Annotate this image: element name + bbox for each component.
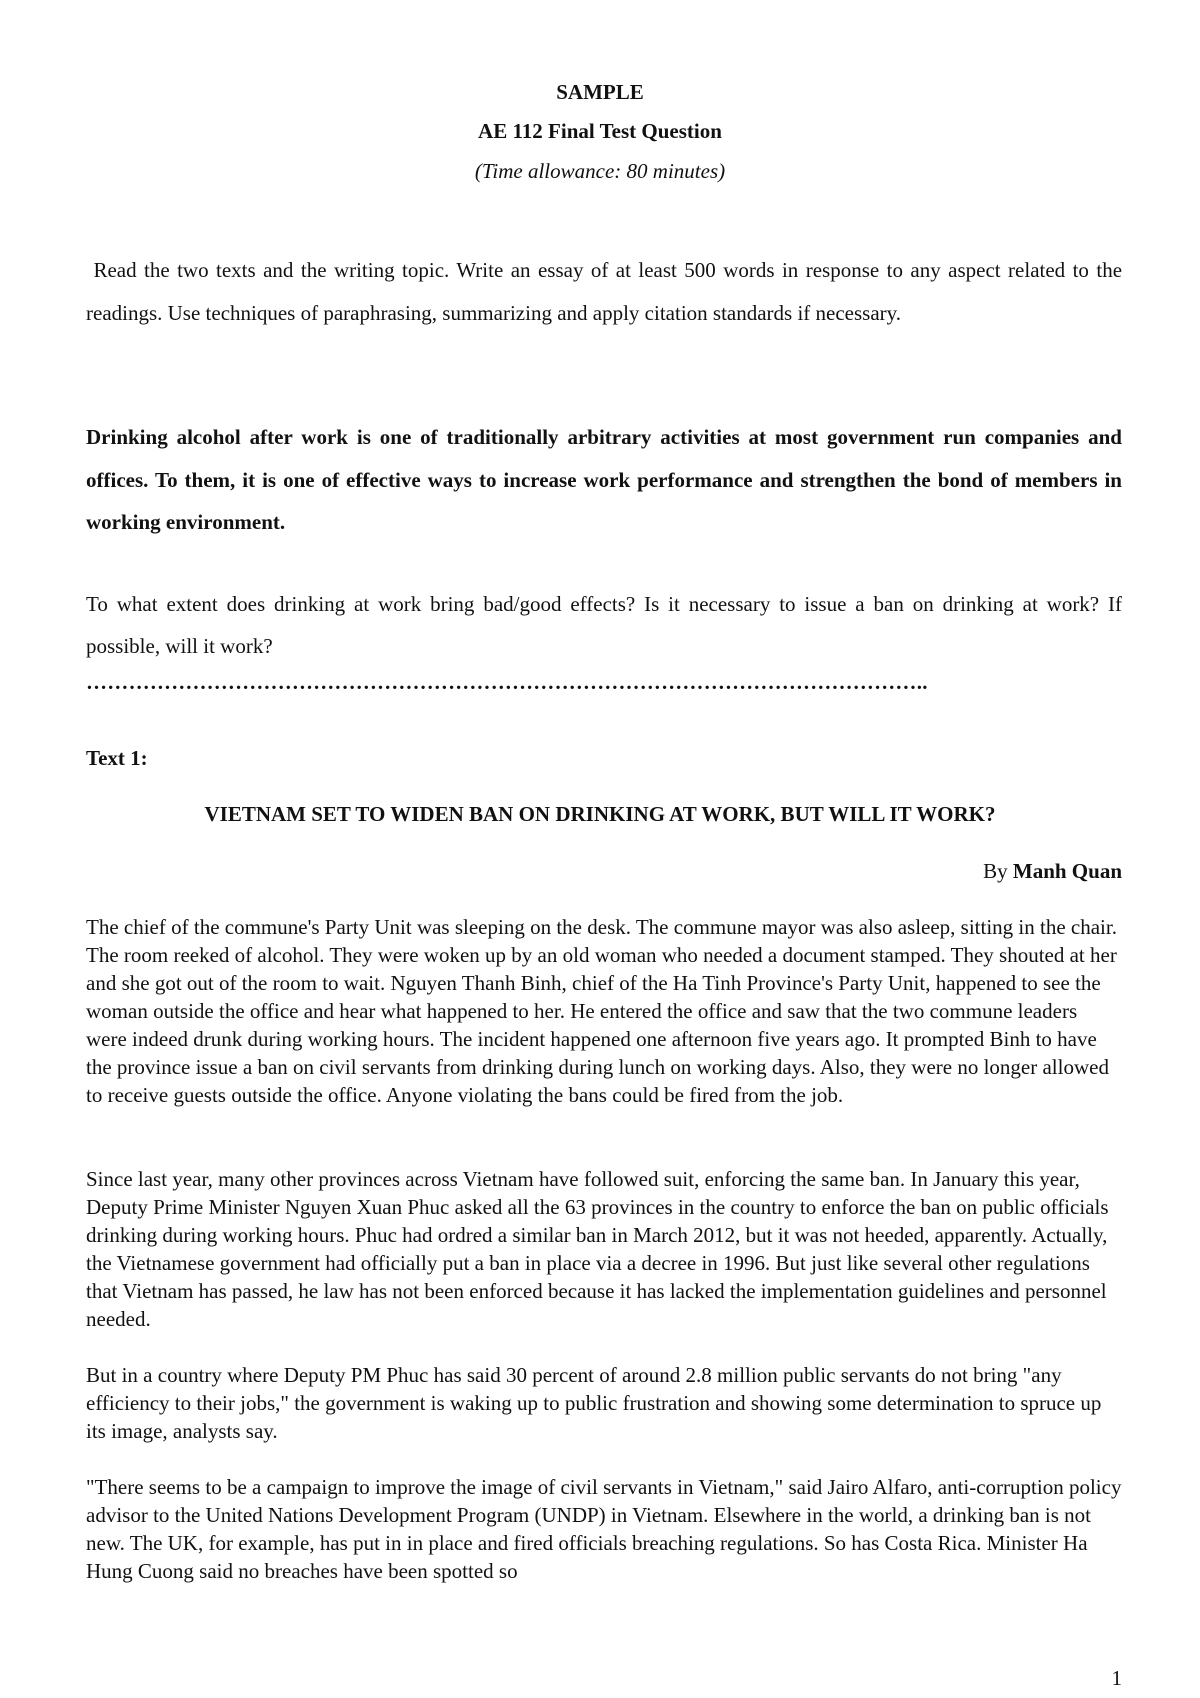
byline bbox=[983, 857, 1122, 885]
instructions: Read the two texts and the writing topic. Write an essay of at least 500 words in response to any aspect related to the readings. Use techniques of paraphrasing, summarizing and apply citation standards if necessary. bbox=[86, 258, 1128, 325]
article-title: VIETNAM SET TO WIDEN BAN ON DRINKING AT WORK, BUT WILL IT WORK? bbox=[204, 802, 996, 826]
article-paragraph-2: Since last year, many other provinces across Vietnam have followed suit, enforcing the same ban. In January this year, Deputy Prime Minister Nguyen Xuan Phuc asked all the 63 provinces in the country to enforce the ban on public officials drinking during working hours. Phuc had ordred a similar ban in March 2012, but it was not heeded, apparently. Actually, the Vietnamese government had officially put a ban in place via a decree in 1996. But just like several other regulations that Vietnam has passed, he law has not been enforced because it has lacked the implementation guidelines and personnel needed. bbox=[86, 1167, 1109, 1331]
article-paragraph-1: The chief of the commune's Party Unit was sleeping on the desk. The commune mayor was also asleep, sitting in the chair. The room reeked of alcohol. They were woken up by an old woman who needed a document stamped. They shouted at her and she got out of the room to wait. Nguyen Thanh Binh, chief of the Ha Tinh Province's Party Unit, happened to see the woman outside the office and hear what happened to her. He entered the office and saw that the two commune leaders were indeed drunk during working hours. The incident happened one afternoon five years ago. It prompted Binh to have the province issue a ban on civil servants from drinking during lunch on working days. Also, they were no longer allowed to receive guests outside the office. Anyone violating the bans could be fired from the job. bbox=[86, 915, 1117, 1107]
time-allowance: (Time allowance: 80 minutes) bbox=[474, 159, 726, 183]
article-paragraph-3: But in a country where Deputy PM Phuc has said 30 percent of around 2.8 million public servants do not bring "any efficiency to their jobs," the government is waking up to public frustration and showing some determination to spruce up its image, analysts say. bbox=[86, 1363, 1102, 1443]
page-number: 1 bbox=[1111, 1666, 1122, 1690]
writing-questions: To what extent does drinking at work bring bad/good effects? Is it necessary to issue a ban on drinking at work? If possible, will it work? bbox=[86, 592, 1122, 658]
separator-line: ……………………………………………………………………………………………………….. bbox=[86, 670, 928, 694]
text-label: Text 1: bbox=[86, 746, 148, 770]
byline-prefix: By bbox=[983, 859, 1013, 883]
author-name: Manh Quan bbox=[1012, 859, 1122, 883]
prompt-statement: Drinking alcohol after work is one of traditionally arbitrary activities at most government run companies and offices. To them, it is one of effective ways to increase work performance and strengthen the bond of members in working environment. bbox=[86, 425, 1122, 534]
article-paragraph-4: "There seems to be a campaign to improve the image of civil servants in Vietnam," said Jairo Alfaro, anti-corruption policy advisor to the United Nations Development Program (UNDP) in Vietnam. Elsewhere in the world, a drinking ban is not new. The UK, for example, has put in in place and fired officials breaching regulations. So has Costa Rica. Minister Ha Hung Cuong said no breaches have been spotted so bbox=[86, 1475, 1122, 1583]
course-title: AE 112 Final Test Question bbox=[478, 119, 722, 143]
sample-label: SAMPLE bbox=[556, 80, 644, 104]
